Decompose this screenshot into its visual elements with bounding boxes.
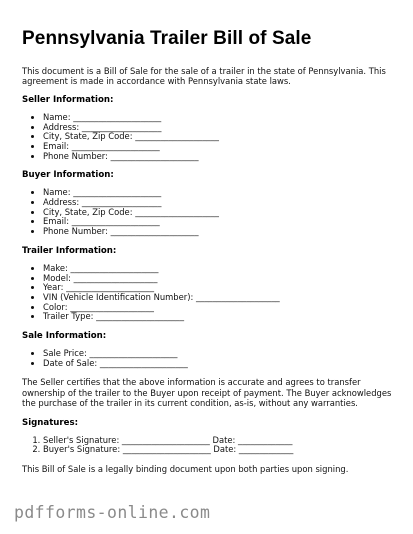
trailer-color-field: • Color: ____________________ — [43, 303, 392, 313]
seller-heading: Seller Information: — [22, 94, 114, 105]
buyer-phone-field: • Phone Number: _____________________ — [43, 227, 392, 237]
trailer-section — [22, 246, 392, 322]
buyer-section — [22, 170, 392, 237]
seller-field-list — [22, 113, 392, 162]
buyer-email-field: • Email: _____________________ — [43, 217, 392, 227]
certification-paragraph: The Seller certifies that the above information is accurate and agrees to transfer ownership of the trailer to the Buyer upon receipt of payment. The Buyer acknowledges the purchase of the trailer in its current condition, as-is, without any warranties. — [22, 377, 392, 409]
sale-section — [22, 331, 392, 368]
seller-phone-field: • Phone Number: _____________________ — [43, 152, 392, 162]
signatures-heading: Signatures: — [22, 417, 79, 428]
buyer-address-field: • Address: ___________________ — [43, 198, 392, 208]
trailer-vin-field: • VIN (Vehicle Identification Number): ____________________ — [43, 293, 392, 303]
buyer-city-state-zip-field: • City, State, Zip Code: ____________________ — [43, 208, 392, 218]
closing-statement: This Bill of Sale is a legally binding document upon both parties upon signing. — [22, 464, 349, 475]
buyer-heading: Buyer Information: — [22, 170, 114, 181]
sale-date-field: • Date of Sale: _____________________ — [43, 359, 392, 369]
seller-city-state-zip-field: • City, State, Zip Code: ____________________ — [43, 132, 392, 142]
seller-name-field: • Name: _____________________ — [43, 113, 392, 123]
sale-price-field: • Sale Price: _____________________ — [43, 349, 392, 359]
sale-heading: Sale Information: — [22, 331, 107, 342]
buyer-name-field: • Name: _____________________ — [43, 188, 392, 198]
seller-email-field: • Email: _____________________ — [43, 142, 392, 152]
seller-section — [22, 95, 392, 162]
buyer-field-list — [22, 188, 392, 237]
intro-paragraph: This document is a Bill of Sale for the sale of a trailer in the state of Pennsylvania. This agreement is made in accordance with Pennsylvania state laws. — [22, 66, 386, 87]
sale-field-list — [22, 349, 392, 368]
document-body — [22, 28, 392, 475]
trailer-heading: Trailer Information: — [22, 245, 117, 256]
signatures-section — [22, 418, 392, 455]
site-watermark: pdfforms-online.com — [14, 503, 211, 522]
trailer-year-field: • Year: _____________________ — [43, 283, 392, 293]
document-title: Pennsylvania Trailer Bill of Sale — [22, 28, 312, 49]
trailer-make-field: • Make: _____________________ — [43, 264, 392, 274]
trailer-model-field: • Model: ____________________ — [43, 274, 392, 284]
seller-signature-line: 1. Seller's Signature: _____________________ Date: _____________ — [43, 436, 392, 446]
trailer-field-list — [22, 264, 392, 322]
seller-address-field: • Address: ___________________ — [43, 123, 392, 133]
trailer-type-field: • Trailer Type: _____________________ — [43, 312, 392, 322]
buyer-signature-line: 2. Buyer's Signature: _____________________ Date: _____________ — [43, 445, 392, 455]
signature-list — [22, 436, 392, 455]
